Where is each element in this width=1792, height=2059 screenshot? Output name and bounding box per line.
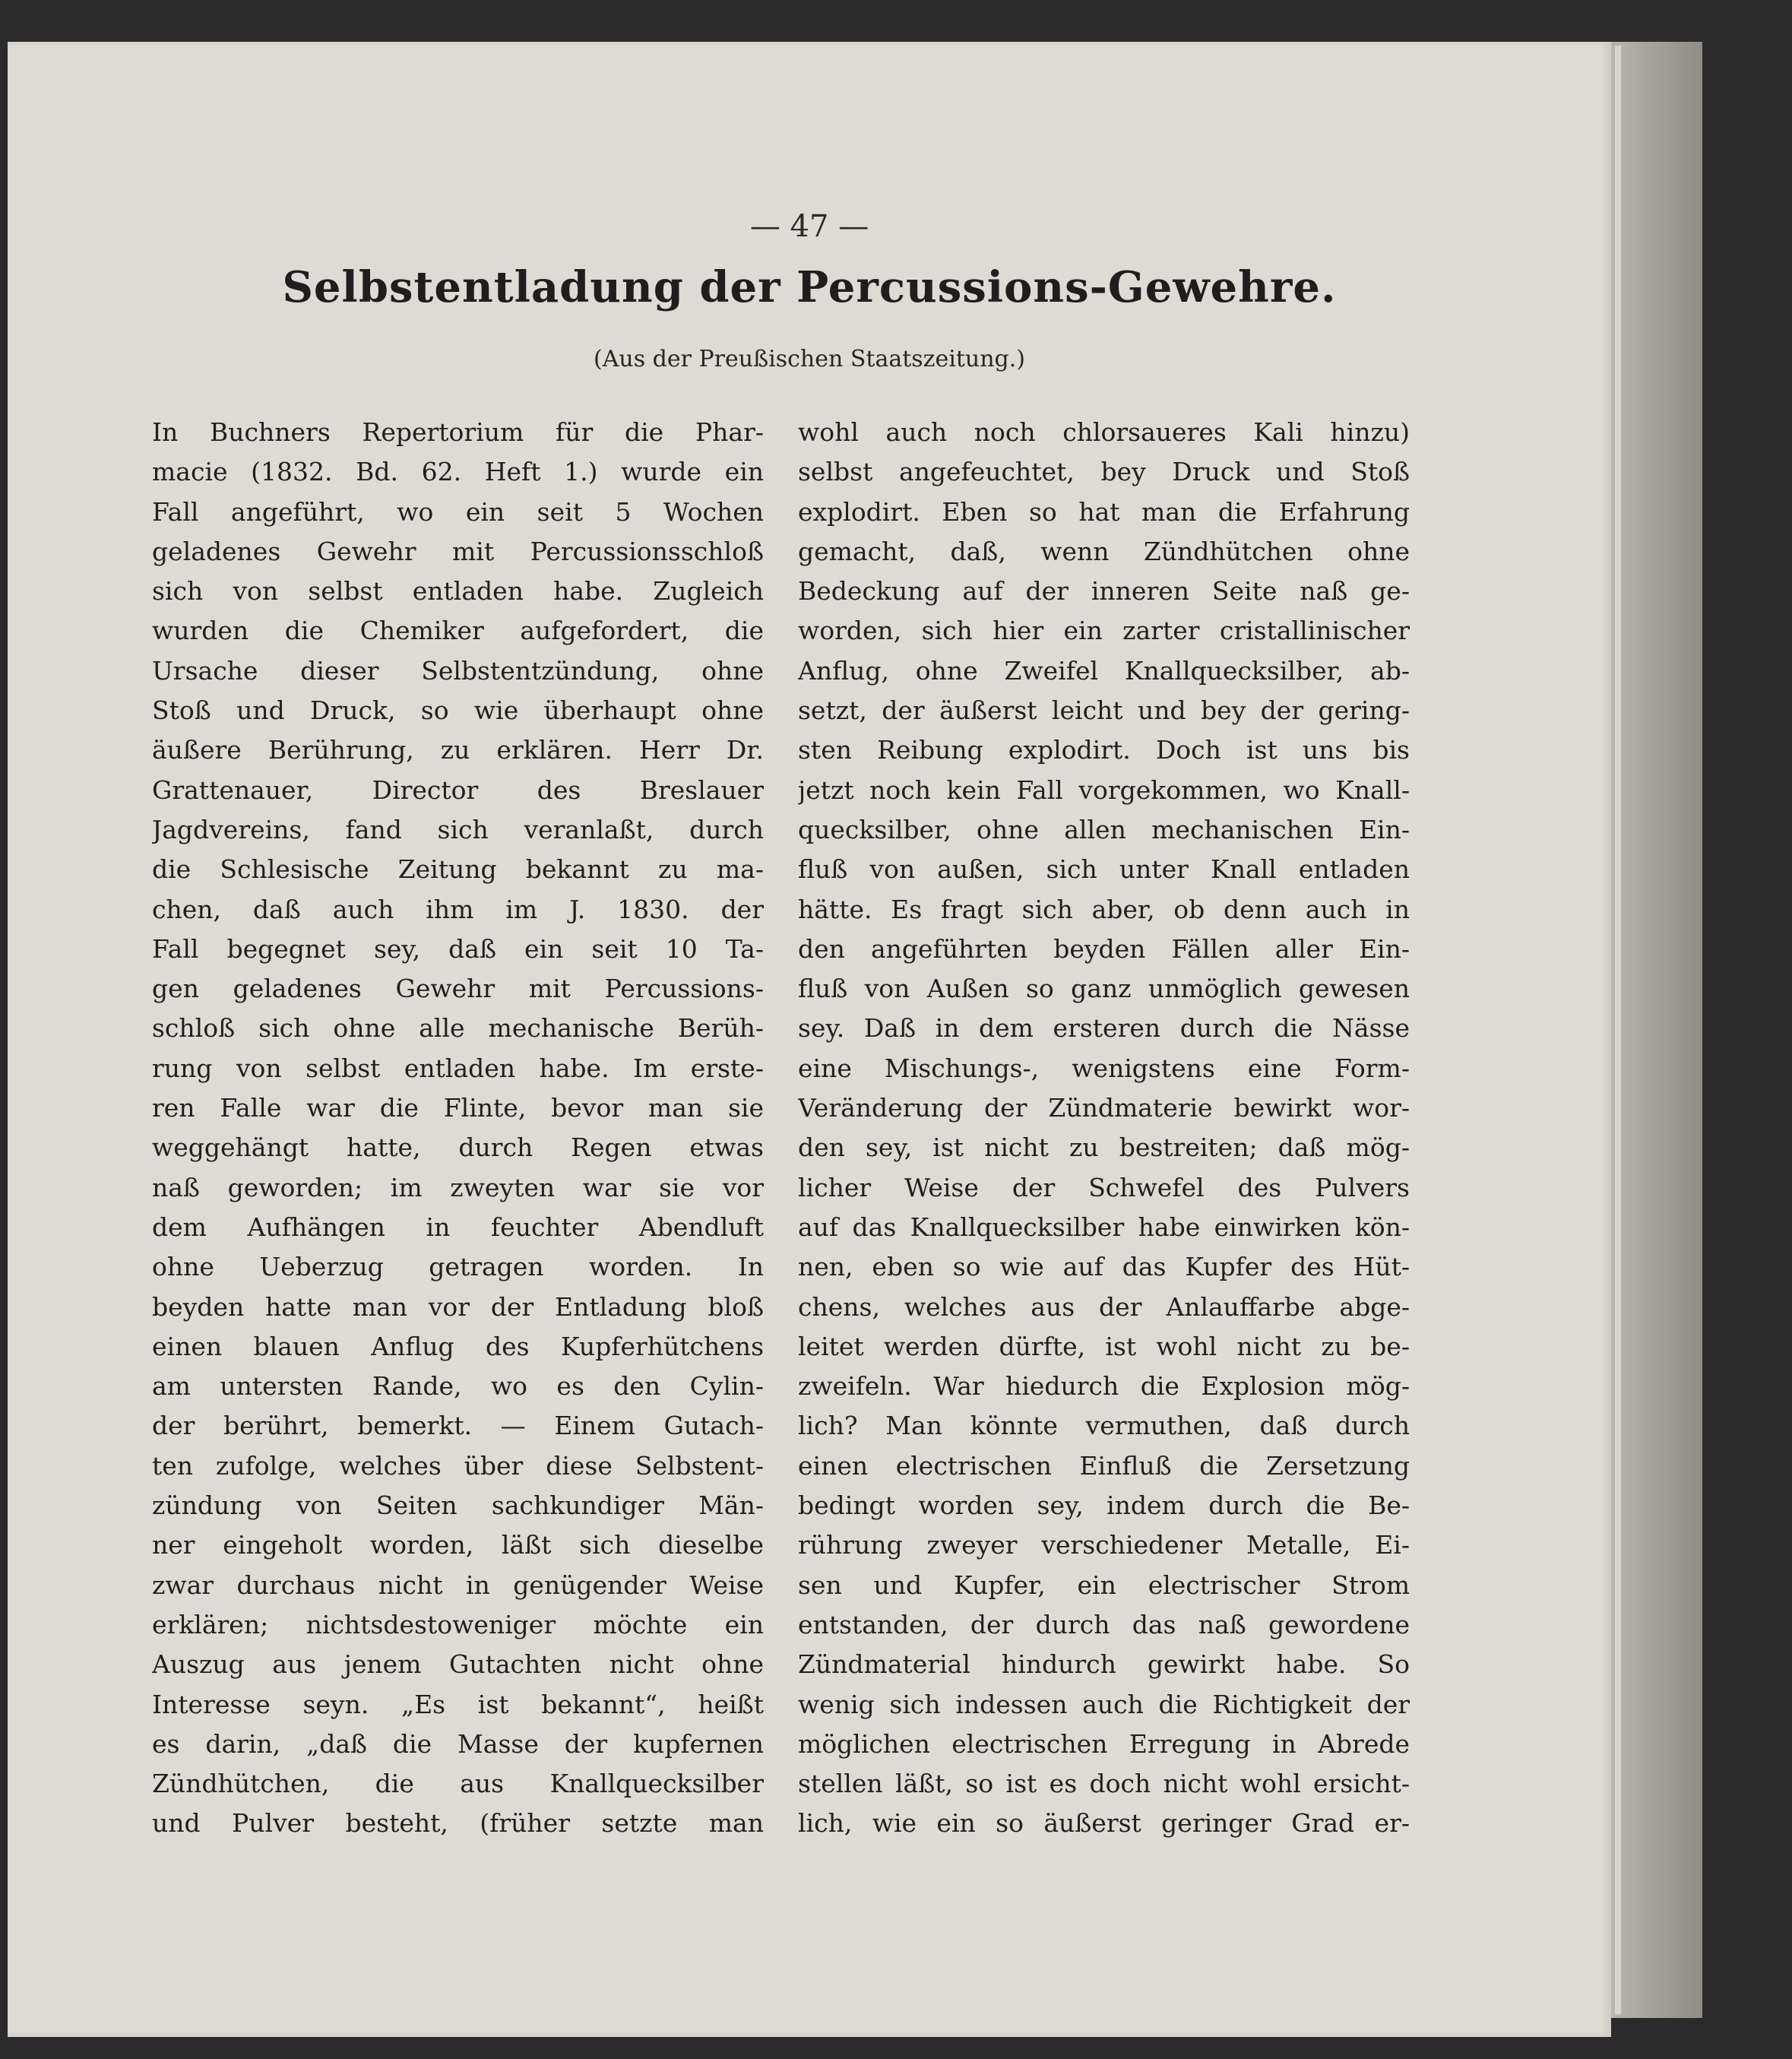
text-line: wenig sich indessen auch die Richtigkeit der [798,1689,1410,1719]
text-line: Auszug aus jenem Gutachten nicht ohne [152,1649,764,1680]
text-line: Grattenauer, Director des Breslauer [152,775,764,805]
text-line: naß geworden; im zweyten war sie vor [152,1172,764,1202]
text-line: Veränderung der Zündmaterie bewirkt wor- [798,1093,1410,1123]
text-line: Fall begegnet sey, daß ein seit 10 Ta- [152,933,764,964]
text-line: sten Reibung explodirt. Doch ist uns bis [798,735,1410,765]
text-line: den angeführten beyden Fällen aller Ein- [798,933,1410,964]
text-line: lich, wie ein so äußerst geringer Grad er- [798,1808,1410,1839]
text-line: Ursache dieser Selbstentzündung, ohne [152,655,764,686]
text-line: In Buchners Repertorium für die Phar- [152,417,764,447]
text-line: macie (1832. Bd. 62. Heft 1.) wurde ein [152,457,764,487]
text-line: dem Aufhängen in feuchter Abendluft [152,1212,764,1242]
text-line: worden, sich hier ein zarter cristallinischer [798,616,1410,646]
text-line: Zündmaterial hindurch gewirkt habe. So [798,1649,1410,1680]
text-line: auf das Knallquecksilber habe einwirken kön- [798,1212,1410,1242]
text-line: eine Mischungs-, wenigstens eine Form- [798,1053,1410,1083]
text-line: es darin, „daß die Masse der kupfernen [152,1728,764,1759]
text-line: erklären; nichtsdestoweniger möchte ein [152,1609,764,1639]
text-line: sey. Daß in dem ersteren durch die Nässe [798,1013,1410,1044]
text-line: hätte. Es fragt sich aber, ob denn auch in [798,894,1410,924]
text-line: wurden die Chemiker aufgefordert, die [152,616,764,646]
text-line: nen, eben so wie auf das Kupfer des Hüt- [798,1252,1410,1282]
text-line: ohne Ueberzug getragen worden. In [152,1252,764,1282]
text-line: wohl auch noch chlorsaueres Kali hinzu) [798,417,1410,447]
text-line: fluß von außen, sich unter Knall entladen [798,854,1410,885]
text-line: licher Weise der Schwefel des Pulvers [798,1172,1410,1202]
text-line: zweifeln. War hiedurch die Explosion mög- [798,1371,1410,1402]
text-line: Fall angeführt, wo ein seit 5 Wochen [152,496,764,527]
text-line: stellen läßt, so ist es doch nicht wohl ersicht- [798,1769,1410,1799]
left-text-column [152,413,764,1844]
text-line: rührung zweyer verschiedener Metalle, Ei- [798,1530,1410,1560]
text-line: lich? Man könnte vermuthen, daß durch [798,1411,1410,1441]
text-line: und Pulver besteht, (früher setzte man [152,1808,764,1839]
text-line: explodirt. Eben so hat man die Erfahrung [798,496,1410,527]
article-source: (Aus der Preußischen Staatszeitung.) [594,346,1025,372]
text-line: sen und Kupfer, ein electrischer Strom [798,1570,1410,1600]
text-line: rung von selbst entladen habe. Im erste- [152,1053,764,1083]
text-line: schloß sich ohne alle mechanische Berüh- [152,1013,764,1044]
text-line: fluß von Außen so ganz unmöglich gewesen [798,974,1410,1004]
text-line: Anflug, ohne Zweifel Knallquecksilber, ab- [798,655,1410,686]
text-line: äußere Berührung, zu erklären. Herr Dr. [152,735,764,765]
text-line: bedingt worden sey, indem durch die Be- [798,1490,1410,1521]
text-line: Jagdvereins, fand sich veranlaßt, durch [152,814,764,844]
text-line: ten zufolge, welches über diese Selbstent- [152,1450,764,1481]
text-line: beyden hatte man vor der Entladung bloß [152,1291,764,1322]
text-line: den sey, ist nicht zu bestreiten; daß mög- [798,1132,1410,1163]
text-line: zündung von Seiten sachkundiger Män- [152,1490,764,1521]
text-line: ren Falle war die Flinte, bevor man sie [152,1093,764,1123]
text-line: gemacht, daß, wenn Zündhütchen ohne [798,536,1410,566]
text-line: einen blauen Anflug des Kupferhütchens [152,1331,764,1361]
right-text-column [798,413,1410,1844]
text-line: leitet werden dürfte, ist wohl nicht zu be- [798,1331,1410,1361]
text-line: Interesse seyn. „Es ist bekannt“, heißt [152,1689,764,1719]
page-edge-highlight [1615,46,1621,2014]
text-line: zwar durchaus nicht in genügender Weise [152,1570,764,1600]
text-line: am untersten Rande, wo es den Cylin- [152,1371,764,1402]
text-line: einen electrischen Einfluß die Zersetzung [798,1450,1410,1481]
text-line: jetzt noch kein Fall vorgekommen, wo Knall- [798,775,1410,805]
text-line: möglichen electrischen Erregung in Abrede [798,1728,1410,1759]
text-line: chen, daß auch ihm im J. 1830. der [152,894,764,924]
page-number: — 47 — [749,209,869,244]
text-line: gen geladenes Gewehr mit Percussions- [152,974,764,1004]
text-line: geladenes Gewehr mit Percussionsschloß [152,536,764,566]
text-line: selbst angefeuchtet, bey Druck und Stoß [798,457,1410,487]
text-line: ner eingeholt worden, läßt sich dieselbe [152,1530,764,1560]
text-line: Stoß und Druck, so wie überhaupt ohne [152,695,764,726]
text-line: entstanden, der durch das naß gewordene [798,1609,1410,1639]
text-line: der berührt, bemerkt. — Einem Gutach- [152,1411,764,1441]
text-line: setzt, der äußerst leicht und bey der gering- [798,695,1410,726]
text-line: Zündhütchen, die aus Knallquecksilber [152,1769,764,1799]
text-line: Bedeckung auf der inneren Seite naß ge- [798,576,1410,607]
text-line: chens, welches aus der Anlauffarbe abge- [798,1291,1410,1322]
text-line: quecksilber, ohne allen mechanischen Ein- [798,814,1410,844]
text-line: sich von selbst entladen habe. Zugleich [152,576,764,607]
text-line: weggehängt hatte, durch Regen etwas [152,1132,764,1163]
book-page [8,42,1611,2037]
article-title: Selbstentladung der Percussions-Gewehre. [282,262,1337,312]
text-line: die Schlesische Zeitung bekannt zu ma- [152,854,764,885]
